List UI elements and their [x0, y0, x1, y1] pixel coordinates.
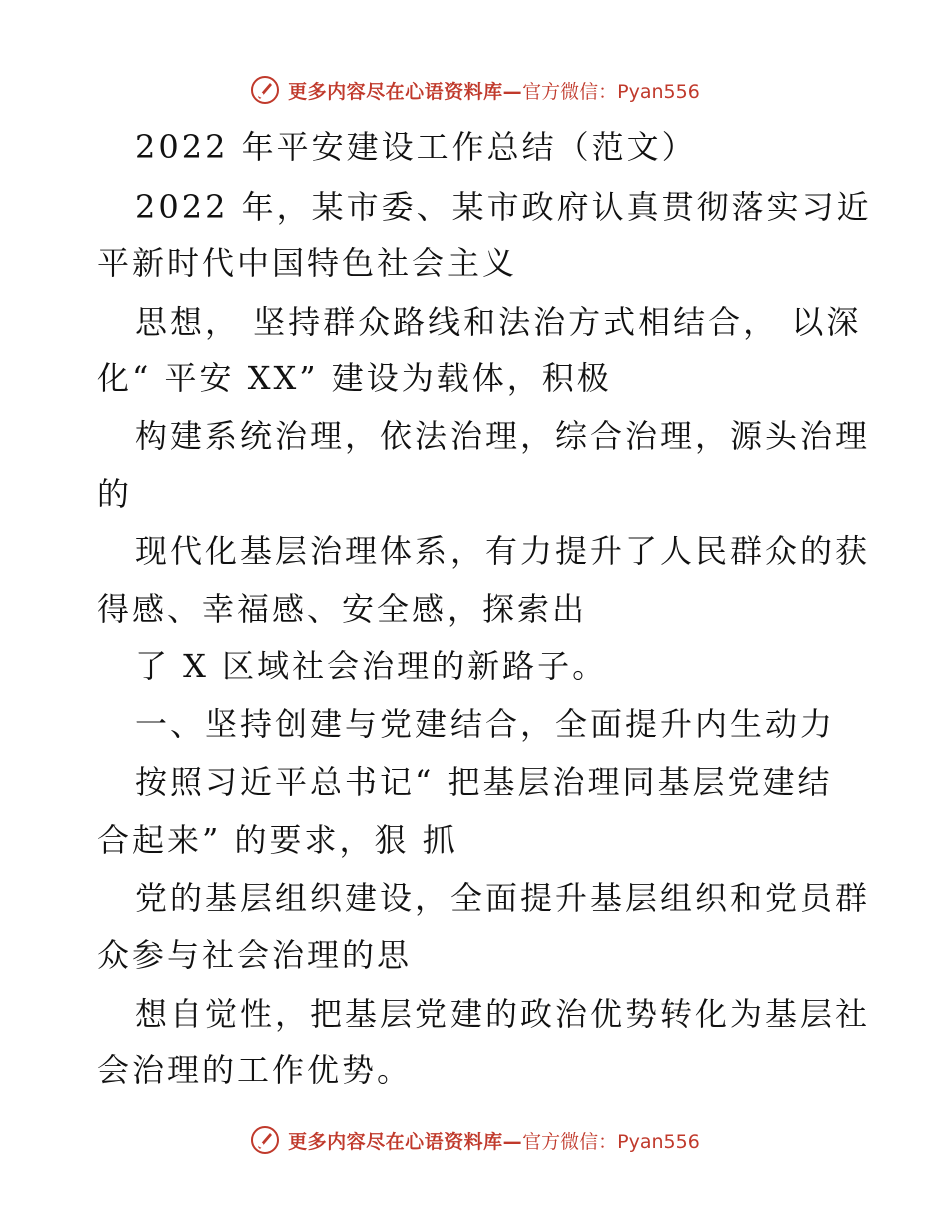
paragraph-line: 平新时代中国特色社会主义 [97, 244, 518, 282]
paragraph-line: 党的基层组织建设，全面提升基层组织和党员群 [135, 879, 871, 917]
header-banner [0, 70, 950, 110]
paragraph-line: 众参与社会治理的思 [97, 936, 413, 974]
quill-logo-icon [250, 75, 280, 105]
paragraph-line: 合起来” 的要求，狠 抓 [97, 821, 458, 859]
banner-wechat: 官方微信：Pyan556 [522, 80, 700, 103]
paragraph-line: 想自觉性，把基层党建的政治优势转化为基层社 [135, 995, 871, 1033]
paragraph-line: 的 [97, 475, 133, 513]
section-heading: 一、坚持创建与党建结合，全面提升内生动力 [135, 705, 836, 743]
banner-text: 更多内容尽在心语资料库— [288, 80, 523, 103]
paragraph-line: 现代化基层治理体系，有力提升了人民群众的获 [135, 532, 871, 570]
footer-banner [0, 1120, 950, 1160]
paragraph-line: 会治理的工作优势。 [97, 1051, 413, 1089]
paragraph-line: 思想， 坚持群众路线和法治方式相结合， 以深 [135, 303, 862, 341]
banner-text: 更多内容尽在心语资料库— [288, 1130, 523, 1153]
paragraph-line: 2022 年，某市委、某市政府认真贯彻落实习近 [135, 188, 872, 226]
doc-title: 2022 年平安建设工作总结（范文） [135, 128, 697, 166]
paragraph-line: 化“ 平安 XX” 建设为载体，积极 [97, 359, 612, 397]
quill-logo-icon [250, 1125, 280, 1155]
paragraph-line: 得感、幸福感、安全感，探索出 [97, 590, 588, 628]
banner-wechat: 官方微信：Pyan556 [522, 1130, 700, 1153]
paragraph-line: 了 X 区域社会治理的新路子。 [135, 647, 608, 685]
paragraph-line: 构建系统治理，依法治理，综合治理，源头治理 [135, 417, 871, 455]
paragraph-line: 按照习近平总书记“ 把基层治理同基层党建结 [135, 763, 833, 801]
